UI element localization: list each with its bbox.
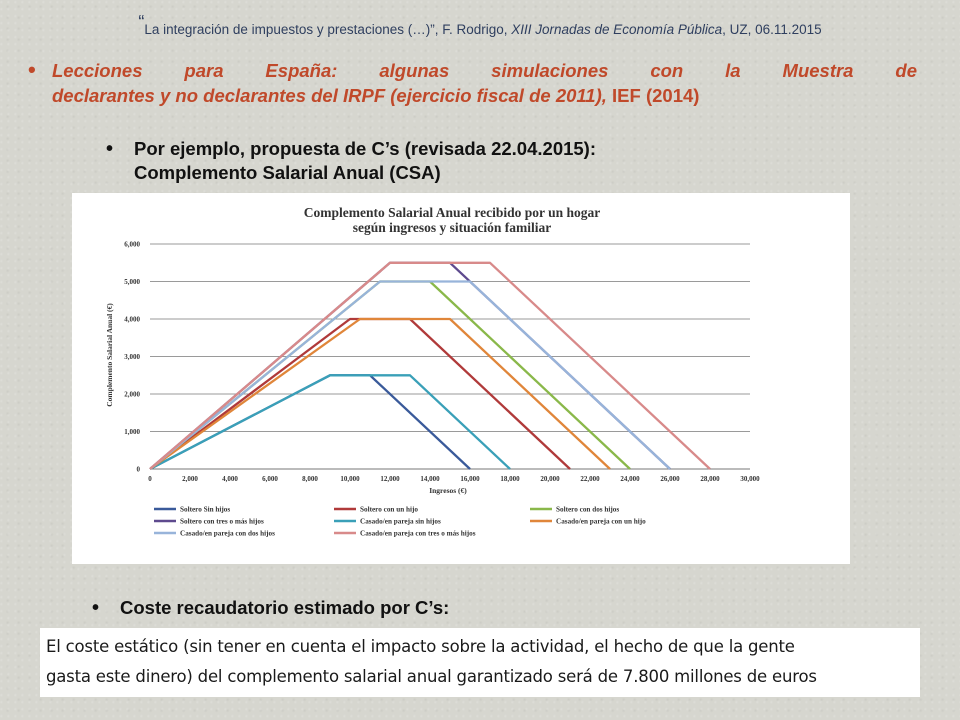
slide-header xyxy=(0,12,960,39)
chart-y-tick-label: 0 xyxy=(136,465,140,474)
cost-quote-line2: gasta este dinero) del complemento salarial anual garantizado será de 7.800 millones de euros xyxy=(46,667,817,686)
chart-legend xyxy=(154,506,646,538)
lesson-line2-italic: declarantes y no declarantes del IRPF (ejercicio fiscal de 2011), xyxy=(52,85,607,106)
chart-legend-label: Casado/en pareja con un hijo xyxy=(556,517,646,526)
header-text-part1: La integración de impuestos y prestaciones (…)”, F. Rodrigo, xyxy=(144,22,512,37)
chart-y-axis-label: Complemento Salarial Anual (€) xyxy=(105,303,114,407)
lesson-line2-rest: IEF (2014) xyxy=(606,85,700,106)
chart-x-tick-label: 28,000 xyxy=(700,475,720,483)
cost-quote-text xyxy=(46,632,916,692)
chart-y-tick-label: 2,000 xyxy=(124,390,140,399)
header-open-quote: “ xyxy=(138,12,145,32)
lesson-line1: Lecciones para España: algunas simulaciones con la Muestra de xyxy=(52,60,917,81)
chart-x-tick-label: 30,000 xyxy=(740,475,760,483)
chart-series-lines xyxy=(150,263,710,469)
chart-legend-label: Soltero con tres o más hijos xyxy=(180,517,264,526)
example-line1: Por ejemplo, propuesta de C’s (revisada 22.04.2015): xyxy=(134,138,597,159)
chart-x-tick-label: 0 xyxy=(148,475,152,483)
chart-series-line xyxy=(150,263,710,469)
chart-x-tick-label: 26,000 xyxy=(660,475,680,483)
chart-title-line2: según ingresos y situación familiar xyxy=(352,220,552,235)
chart-legend-label: Casado/en pareja con dos hijos xyxy=(180,529,275,538)
chart-y-tick-label: 1,000 xyxy=(124,428,140,436)
chart-title-line1: Complemento Salarial Anual recibido por un hogar xyxy=(303,205,601,220)
bullet-lesson: • xyxy=(28,57,36,82)
chart-x-axis-label: Ingresos (€) xyxy=(429,486,467,495)
chart-x-tick-label: 12,000 xyxy=(380,475,400,483)
chart-x-tick-label: 4,000 xyxy=(222,475,238,483)
chart-legend-label: Soltero con dos hijos xyxy=(556,505,620,514)
cost-heading: Coste recaudatorio estimado por C’s: xyxy=(120,597,450,618)
chart-legend-label: Casado/en pareja con tres o más hijos xyxy=(360,529,476,538)
csa-chart xyxy=(72,193,850,564)
chart-y-tick-label: 3,000 xyxy=(124,353,140,361)
cost-quote-line1: El coste estático (sin tener en cuenta el impacto sobre la actividad, el hecho de que la gente xyxy=(46,637,795,656)
lesson-line2 xyxy=(52,83,917,108)
chart-legend-label: Soltero Sin hijos xyxy=(180,505,231,514)
chart-x-tick-label: 8,000 xyxy=(302,475,318,483)
chart-legend-label: Casado/en pareja sin hijos xyxy=(360,517,441,526)
chart-x-tick-label: 22,000 xyxy=(580,475,600,483)
example-line2: Complemento Salarial Anual (CSA) xyxy=(134,162,441,183)
chart-x-tick-label: 18,000 xyxy=(500,475,520,483)
chart-x-tick-label: 20,000 xyxy=(540,475,560,483)
chart-x-tick-label: 10,000 xyxy=(340,475,360,483)
chart-y-tick-label: 4,000 xyxy=(124,315,140,324)
example-text xyxy=(134,137,834,185)
header-text-part3: , UZ, 06.11.2015 xyxy=(722,22,822,37)
chart-series-line xyxy=(150,375,470,469)
chart-series-line xyxy=(150,263,670,469)
chart-y-ticks xyxy=(124,241,140,474)
chart-x-tick-label: 16,000 xyxy=(460,475,480,483)
cost-quote-box xyxy=(40,628,920,697)
header-text-italic: XIII Jornadas de Economía Pública xyxy=(511,22,723,37)
chart-x-tick-label: 6,000 xyxy=(262,475,278,483)
chart-x-tick-label: 2,000 xyxy=(182,475,198,483)
chart-x-ticks xyxy=(148,475,760,483)
csa-chart-svg xyxy=(72,193,850,564)
chart-y-tick-label: 6,000 xyxy=(124,240,140,249)
chart-x-tick-label: 14,000 xyxy=(420,475,440,483)
bullet-example: • xyxy=(106,138,114,160)
chart-x-tick-label: 24,000 xyxy=(620,475,640,483)
chart-y-tick-label: 5,000 xyxy=(124,278,140,286)
bullet-cost: • xyxy=(92,597,100,619)
chart-legend-label: Soltero con un hijo xyxy=(360,505,418,514)
